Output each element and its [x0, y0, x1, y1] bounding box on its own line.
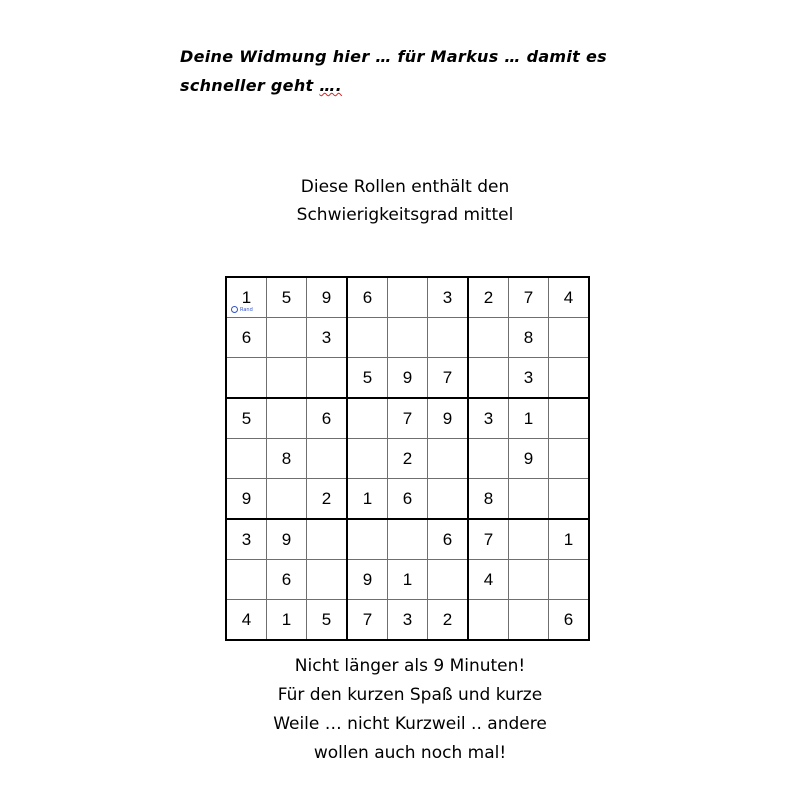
sudoku-cell: 5 [226, 398, 267, 439]
outro-line-1: Nicht länger als 9 Minuten! [294, 656, 526, 676]
sudoku-cell [549, 358, 590, 399]
sudoku-cell [267, 398, 307, 439]
sudoku-cell: 3 [468, 398, 509, 439]
sudoku-cell: 9 [307, 277, 348, 318]
sudoku-cell: 5 [267, 277, 307, 318]
sudoku-cell [226, 358, 267, 399]
sudoku-row [226, 277, 589, 318]
difficulty-intro [200, 173, 610, 229]
sudoku-cell: 9 [509, 439, 549, 479]
outro-line-2: Für den kurzen Spaß und kurze [277, 685, 543, 705]
sudoku-cell [307, 358, 348, 399]
sudoku-row [226, 398, 589, 439]
sudoku-cell [468, 358, 509, 399]
sudoku-cell [428, 560, 469, 600]
closing-text [200, 652, 620, 768]
sudoku-row [226, 560, 589, 600]
spellcheck-squiggle: …. [319, 76, 343, 95]
sudoku-cell: 1 Rand [226, 277, 267, 318]
sudoku-cell: 7 [347, 600, 388, 641]
sudoku-cell [549, 398, 590, 439]
sudoku-cell [428, 318, 469, 358]
sudoku-cell: 9 [388, 358, 428, 399]
sudoku-cell: 7 [509, 277, 549, 318]
sudoku-cell: 9 [226, 479, 267, 520]
sudoku-cell: 6 [549, 600, 590, 641]
anchor-marker-label: Rand [240, 307, 253, 313]
sudoku-cell: 6 [226, 318, 267, 358]
sudoku-cell [307, 560, 348, 600]
sudoku-cell: 2 [428, 600, 469, 641]
sudoku-cell [468, 439, 509, 479]
sudoku-cell: 2 [388, 439, 428, 479]
sudoku-cell [347, 439, 388, 479]
sudoku-cell [347, 398, 388, 439]
sudoku-row [226, 600, 589, 641]
sudoku-cell: 6 [428, 519, 469, 560]
sudoku-cell [307, 519, 348, 560]
sudoku-cell: 7 [428, 358, 469, 399]
sudoku-cell: 4 [549, 277, 590, 318]
dedication-line-2 [180, 71, 650, 100]
sudoku-cell [509, 600, 549, 641]
sudoku-cell: 3 [509, 358, 549, 399]
sudoku-cell: 8 [468, 479, 509, 520]
sudoku-cell [549, 560, 590, 600]
sudoku-cell: 7 [468, 519, 509, 560]
sudoku-grid [225, 276, 590, 641]
sudoku-cell [509, 479, 549, 520]
intro-line-2: Schwierigkeitsgrad mittel [296, 205, 514, 225]
anchor-marker-icon [231, 306, 253, 313]
sudoku-cell: 3 [388, 600, 428, 641]
sudoku-cell: 2 [468, 277, 509, 318]
sudoku-cell: 1 [549, 519, 590, 560]
outro-line-3: Weile … nicht Kurzweil .. andere [273, 714, 547, 734]
sudoku-row [226, 479, 589, 520]
sudoku-cell: 4 [468, 560, 509, 600]
sudoku-cell [267, 358, 307, 399]
sudoku-cell: 9 [428, 398, 469, 439]
sudoku-cell: 3 [307, 318, 348, 358]
sudoku-cell [428, 479, 469, 520]
sudoku-cell: 8 [267, 439, 307, 479]
sudoku-cell [226, 560, 267, 600]
sudoku-cell [267, 479, 307, 520]
sudoku-cell [468, 600, 509, 641]
sudoku-cell [347, 318, 388, 358]
intro-line-1: Diese Rollen enthält den [300, 177, 510, 197]
sudoku-cell: 5 [347, 358, 388, 399]
sudoku-cell [388, 519, 428, 560]
sudoku-cell: 8 [509, 318, 549, 358]
sudoku-cell: 4 [226, 600, 267, 641]
sudoku-cell: 9 [347, 560, 388, 600]
dedication-line-2-text: schneller geht [180, 76, 320, 95]
sudoku-cell [549, 318, 590, 358]
sudoku-cell [428, 439, 469, 479]
sudoku-cell: 1 [509, 398, 549, 439]
sudoku-row [226, 519, 589, 560]
sudoku-row [226, 358, 589, 399]
sudoku-cell: 3 [226, 519, 267, 560]
sudoku-cell [509, 519, 549, 560]
sudoku-cell [468, 318, 509, 358]
sudoku-cell [347, 519, 388, 560]
sudoku-cell [307, 439, 348, 479]
dedication-line-1: Deine Widmung hier … für Markus … damit es [180, 47, 607, 66]
sudoku-cell: 1 [267, 600, 307, 641]
sudoku-cell [267, 318, 307, 358]
sudoku-cell [549, 439, 590, 479]
anchor-dot-icon [231, 306, 238, 313]
sudoku-cell: 6 [267, 560, 307, 600]
sudoku-cell: 6 [307, 398, 348, 439]
sudoku-cell: 9 [267, 519, 307, 560]
sudoku-cell: 1 [347, 479, 388, 520]
sudoku-cell [388, 277, 428, 318]
dedication-text [180, 42, 650, 100]
sudoku-row [226, 318, 589, 358]
sudoku-cell: 1 [388, 560, 428, 600]
sudoku-cell: 2 [307, 479, 348, 520]
sudoku-row [226, 439, 589, 479]
sudoku-cell [549, 479, 590, 520]
sudoku-cell [226, 439, 267, 479]
sudoku-cell: 5 [307, 600, 348, 641]
sudoku-cell: 3 [428, 277, 469, 318]
sudoku-cell [509, 560, 549, 600]
sudoku-cell: 6 [347, 277, 388, 318]
sudoku-cell: 6 [388, 479, 428, 520]
outro-line-4: wollen auch noch mal! [313, 743, 507, 763]
sudoku-cell: 7 [388, 398, 428, 439]
sudoku-cell [388, 318, 428, 358]
